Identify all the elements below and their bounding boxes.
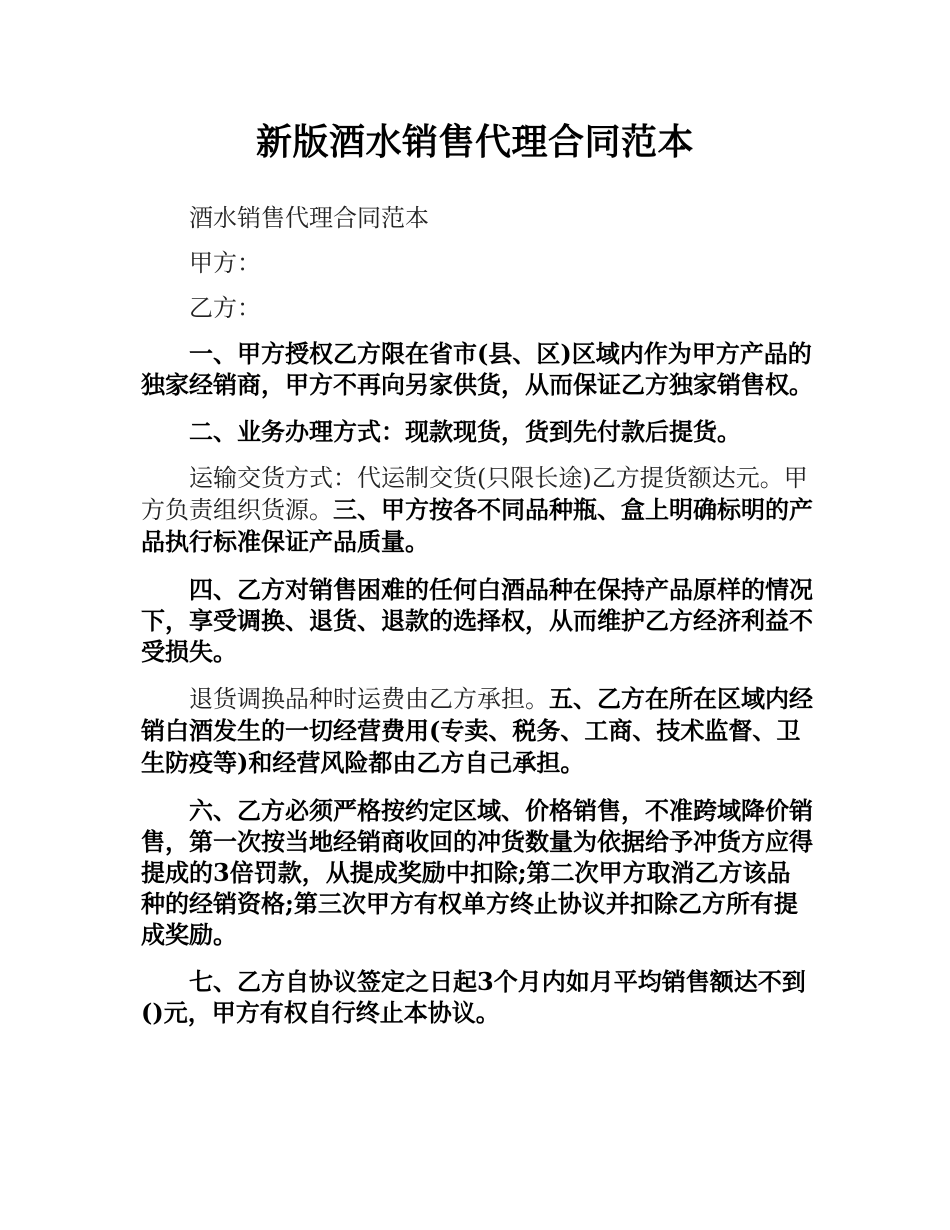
party-b-label: 乙方： (189, 294, 261, 322)
clause-5: 五、乙方在所在区域内经销白酒发生的一切经营费用(专卖、税务、工商、技术监督、卫生防疫等)和经营风险都由乙方自己承担。 (141, 684, 813, 777)
document-body (141, 203, 813, 1044)
clause-4: 四、乙方对销售困难的任何白酒品种在保持产品原样的情况下，享受调换、退货、退款的选择权，从而维护乙方经济利益不受损失。 (141, 575, 813, 666)
transport-paragraph (141, 463, 813, 558)
clause-6: 六、乙方必须严格按约定区域、价格销售，不准跨域降价销售，第一次按当地经销商收回的冲货数量为依据给予冲货方应得提成的3倍罚款，从提成奖励中扣除;第二次甲方取消乙方该品种的经销资格;第三次甲方有权单方终止协议并扣除乙方所有提成奖励。 (141, 796, 813, 949)
clause-3: 三、甲方按各不同品种瓶、盒上明确标明的产品执行标准保证产品质量。 (141, 495, 813, 556)
clause-2: 二、业务办理方式：现款现货，货到先付款后提货。 (189, 417, 741, 446)
document-title: 新版酒水销售代理合同范本 (255, 121, 694, 163)
transport-terms: 运输交货方式：代运制交货(只限长途)乙方提货额达元。甲方负责组织货源。 (141, 464, 808, 524)
clause-1: 一、甲方授权乙方限在省市(县、区)区域内作为甲方产品的独家经销商，甲方不再向另家供货，从而保证乙方独家销售权。 (141, 339, 813, 399)
return-paragraph (141, 683, 813, 779)
clause-7: 七、乙方自协议签定之日起3个月内如月平均销售额达不到()元，甲方有权自行终止本协议。 (141, 967, 806, 1027)
party-a-label: 甲方： (189, 249, 261, 277)
return-terms: 退货调换品种时运费由乙方承担。 (189, 685, 549, 713)
subtitle: 酒水销售代理合同范本 (189, 204, 429, 232)
